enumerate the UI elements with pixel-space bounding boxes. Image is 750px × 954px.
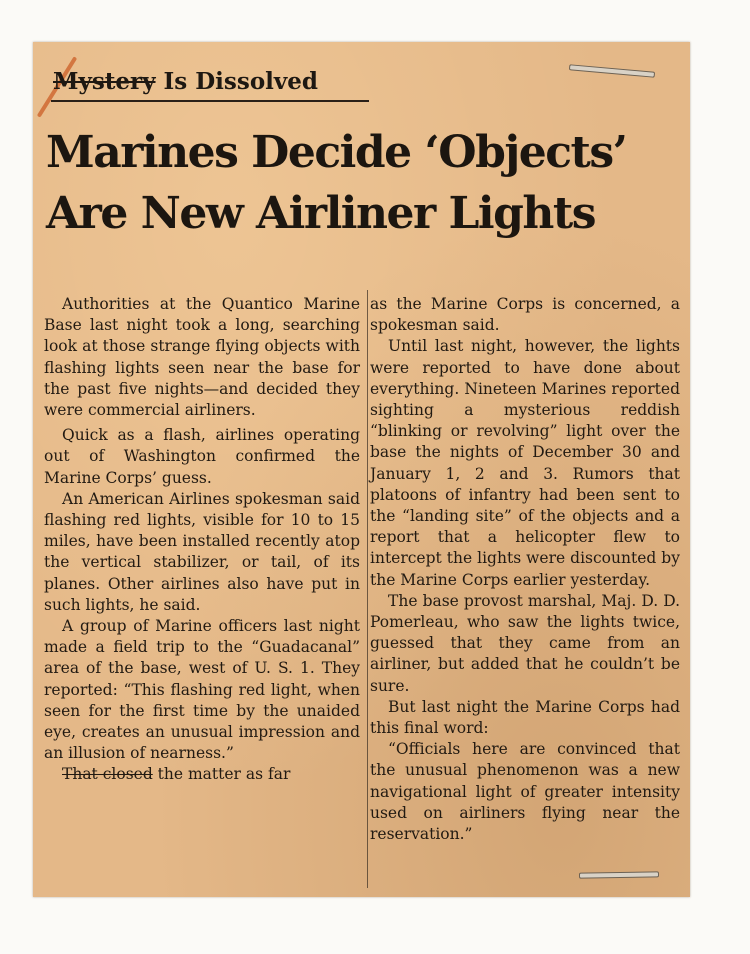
paragraph-last	[44, 764, 360, 785]
staple-bottom	[579, 871, 659, 878]
paragraph: “Officials here are convinced that the unusual phenomenon was a new navigational light of greater intensity used on airliners flying near the reservation.”	[370, 740, 680, 844]
paragraph: An American Airlines spokesman said flashing red lights, visible for 10 to 15 miles, have been installed recently atop the vertical stabilizer, or tail, of its planes. Other airlines also have put in such lights, he said.	[44, 489, 360, 614]
paragraph: Authorities at the Quantico Marine Base last night took a long, searching look at those strange flying objects with flashing lights seen near the base for the past five nights—and decided they were commercial airliners.	[44, 295, 360, 420]
article-column-right	[370, 294, 680, 845]
kicker-headline	[53, 68, 318, 95]
headline-line-2: Are New Airliner Lights	[46, 188, 595, 239]
struck-phrase: That closed	[62, 765, 153, 784]
paragraph: The base provost marshal, Maj. D. D. Pomerleau, who saw the lights twice, guessed that they came from an airliner, but added that he couldn’t be sure.	[370, 591, 680, 695]
main-headline	[46, 122, 686, 244]
kicker-underline	[51, 100, 369, 102]
article-column-left	[44, 294, 360, 786]
headline-line-1: Marines Decide ‘Objects’	[46, 127, 627, 178]
paragraph: A group of Marine officers last night made a field trip to the “Guadacanal” area of the base, west of U. S. 1. They reported: “This flashing red light, when seen for the first time by the unaided eye, creates an unusual impression and an illusion of nearness.”	[44, 617, 360, 763]
paragraph: Until last night, however, the lights were reported to have done about everything. Nineteen Marines reported sighting a mysterious reddish “blinking or revolving” light over the base the nights of December 30 and January 1, 2 and 3. Rumors that platoons of infantry had been sent to the “landing site” of the objects and a report that a helicopter flew to intercept the lights were discounted by the Marine Corps earlier yesterday.	[370, 337, 680, 589]
paragraph: But last night the Marine Corps had this final word:	[370, 697, 680, 738]
staple-top	[569, 64, 655, 77]
kicker-struck-word: Mystery	[53, 68, 156, 95]
paragraph: Quick as a flash, airlines operating out of Washington confirmed the Marine Corps’ guess.	[44, 426, 360, 487]
column-divider	[367, 290, 368, 888]
paragraph: as the Marine Corps is concerned, a spokesman said.	[370, 295, 680, 335]
paragraph-end: the matter as far	[152, 765, 291, 784]
newspaper-clipping	[33, 42, 690, 897]
kicker-rest: Is Dissolved	[155, 68, 318, 95]
